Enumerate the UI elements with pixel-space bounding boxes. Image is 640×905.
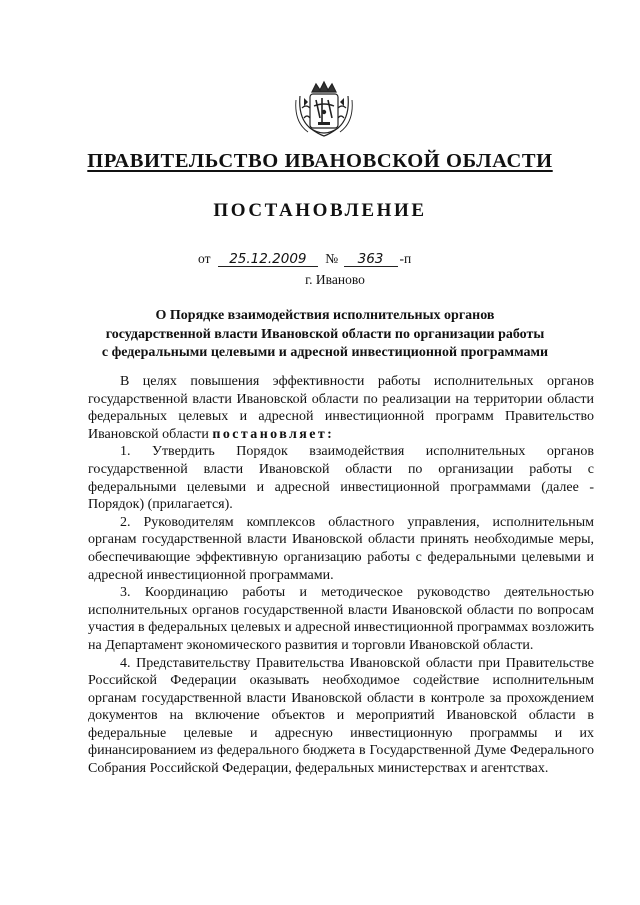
number-label: № xyxy=(325,251,339,266)
subject-line: с федеральными целевыми и адресной инвестиционной программами xyxy=(101,345,549,360)
document-body xyxy=(88,373,594,778)
resolves-keyword: постановляет: xyxy=(212,426,335,442)
document-subject xyxy=(60,307,590,363)
document-date: 25.12.2009 xyxy=(218,252,318,267)
date-number-line xyxy=(198,251,411,267)
item-1-paragraph: 1. Утвердить Порядок взаимодействия исполнительных органов государственной власти Ивановской области по организации работы с федеральными целевыми и адресной инвестиционной программами (далее - Порядок) (прилагается). xyxy=(88,444,594,513)
document-type: ПОСТАНОВЛЕНИЕ xyxy=(213,200,427,221)
item-4-paragraph: 4. Представительству Правительства Ивановской области при Правительстве Российской Федерации оказывать необходимое содействие исполнительным органам государственной власти Ивановской области в контроле за прохождением документов на включение объектов и мероприятий Ивановской области в федеральные целевые и адресную инвестиционную программы и их финансированием из федерального бюджета в Государственной Думе Федерального Собрания Российской Федерации, федеральных министерствах и агентствах. xyxy=(88,655,594,777)
organization-title: ПРАВИТЕЛЬСТВО ИВАНОВСКОЙ ОБЛАСТИ xyxy=(87,150,553,172)
preamble-text: В целях повышения эффективности работы исполнительных органов государственной власти Ивановской области по реализации на территории области федеральных целевых и адресной инвестиционной программ Правительство Ивановской области xyxy=(88,374,594,442)
date-prefix: от xyxy=(198,251,211,266)
preamble-paragraph xyxy=(88,373,594,443)
subject-line: О Порядке взаимодействия исполнительных органов xyxy=(155,308,495,323)
coat-of-arms-icon xyxy=(292,78,356,140)
document-number: 363 xyxy=(344,252,398,267)
item-3-paragraph: 3. Координацию работы и методическое руководство деятельностью исполнительных органов государственной власти Ивановской области по вопросам участия в федеральных целевых и адресной инвестиционной программах возложить на Департамент экономического развития и торговли Ивановской области. xyxy=(88,585,594,653)
number-suffix: -п xyxy=(399,251,412,266)
item-2-paragraph: 2. Руководителям комплексов областного управления, исполнительным органам государственной власти Ивановской области принять необходимые меры, обеспечивающие эффективную организацию работы с федеральными целевыми и адресной инвестиционной программами. xyxy=(88,514,594,583)
city: г. Иваново xyxy=(305,272,365,287)
subject-line: государственной власти Ивановской области по организации работы xyxy=(105,326,545,342)
